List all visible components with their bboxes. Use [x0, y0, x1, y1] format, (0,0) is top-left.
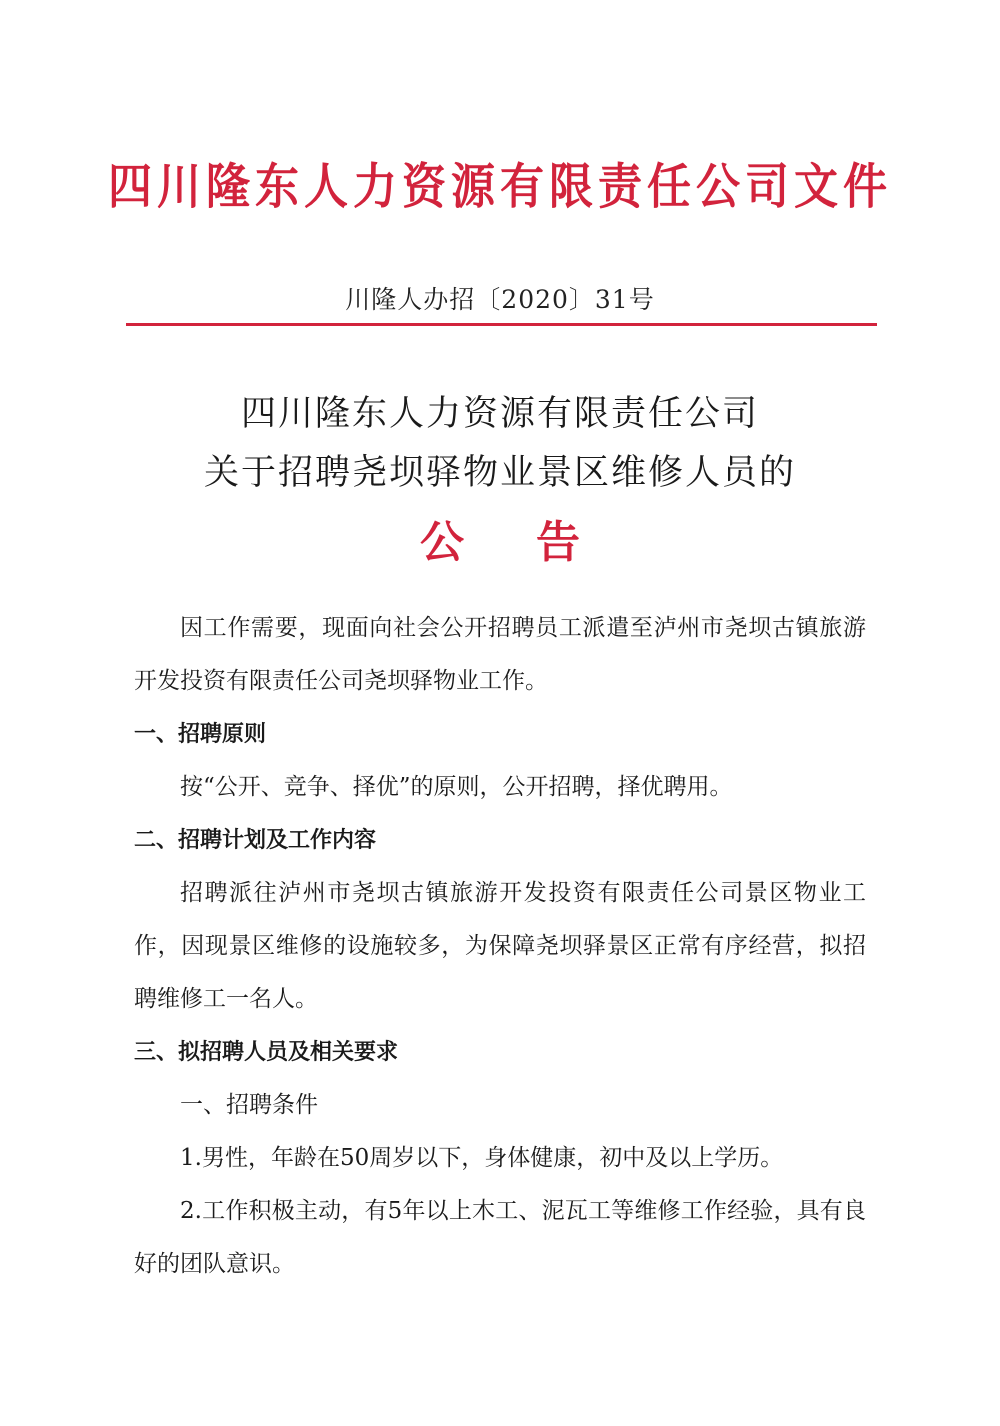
condition-item: 1.男性，年龄在50周岁以下，身体健康，初中及以上学历。: [180, 1145, 784, 1171]
red-divider-line: [126, 323, 877, 326]
sub-heading-conditions: 一、招聘条件: [180, 1092, 318, 1118]
section-heading-requirements: 三、拟招聘人员及相关要求: [134, 1040, 399, 1065]
document-number: 川隆人办招〔2020〕31号: [345, 285, 655, 314]
principles-paragraph: 按“公开、竞争、择优”的原则，公开招聘，择优聘用。: [180, 774, 733, 800]
title-line-2: 关于招聘尧坝驿物业景区维修人员的: [203, 453, 796, 493]
intro-paragraph: 因工作需要，现面向社会公开招聘员工派遣至泸州市尧坝古镇旅游开发投资有限责任公司尧坝驿物业工作。: [134, 615, 866, 694]
title-line-1: 四川隆东人力资源有限责任公司: [240, 394, 759, 434]
section-heading-principles: 一、招聘原则: [134, 722, 267, 747]
plan-paragraph: 招聘派往泸州市尧坝古镇旅游开发投资有限责任公司景区物业工作，因现景区维修的设施较多，为保障尧坝驿景区正常有序经营，拟招聘维修工一名人。: [134, 880, 866, 1012]
section-heading-plan: 二、招聘计划及工作内容: [134, 828, 377, 853]
condition-item: 2.工作积极主动，有5年以上木工、泥瓦工等维修工作经验，具有良好的团队意识。: [134, 1198, 866, 1277]
letterhead-title: 四川隆东人力资源有限责任公司文件: [108, 158, 892, 215]
notice-title: [0, 506, 1000, 570]
notice-char-2: 告: [536, 517, 580, 568]
document-body: [134, 602, 866, 1291]
notice-char-1: 公: [420, 517, 464, 568]
